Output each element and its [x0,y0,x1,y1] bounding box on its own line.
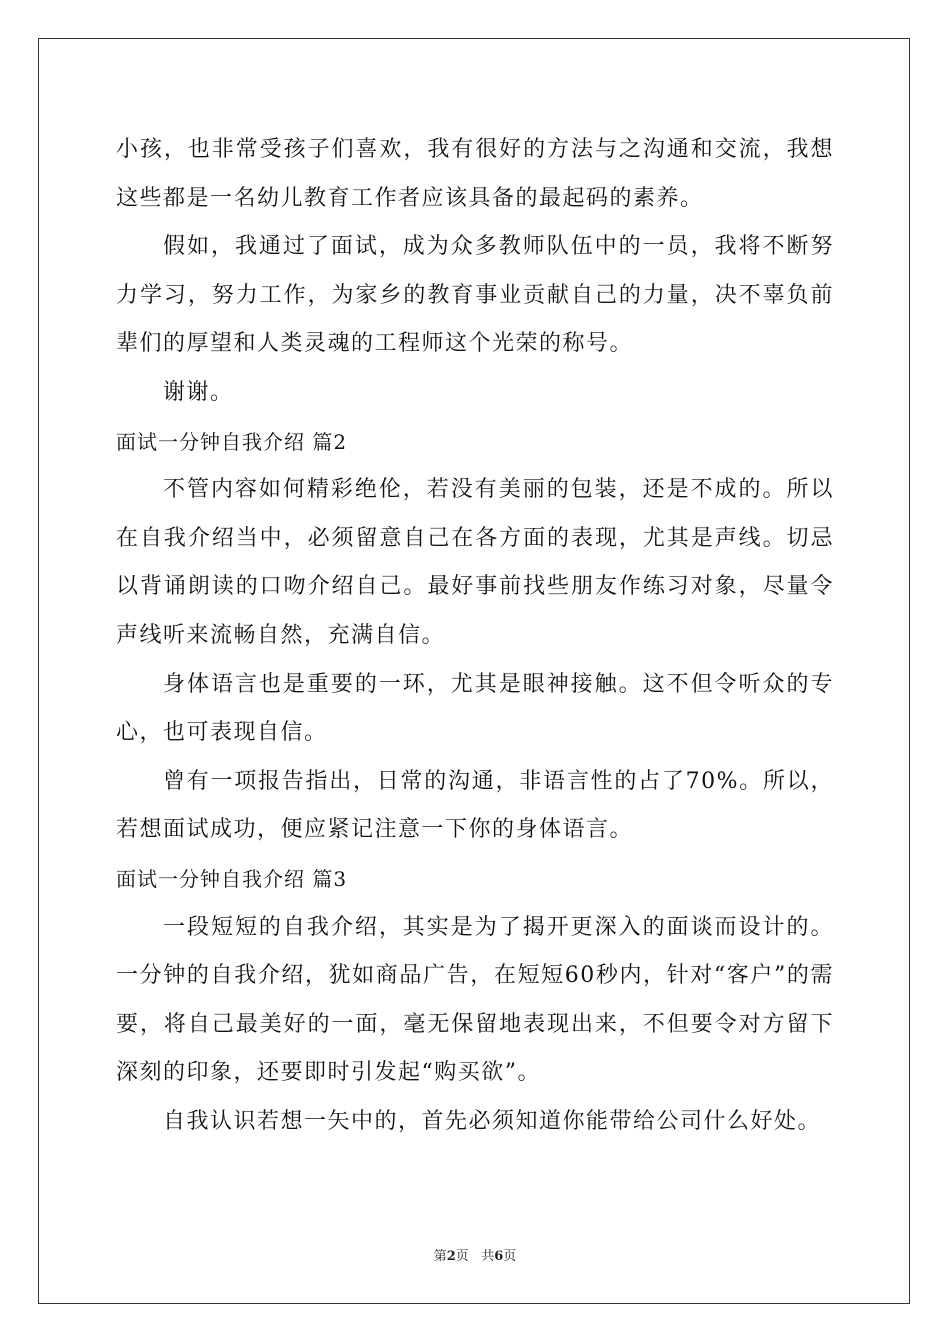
document-body [116,126,834,1146]
current-page-number: 2 [446,1249,456,1264]
total-page-number: 6 [494,1249,504,1264]
paragraph-4: 身体语言也是重要的一环，尤其是眼神接触。这不但令听众的专心，也可表现自信。 [116,671,834,746]
paragraph-7: 自我认识若想一矢中的，首先必须知道你能带给公司什么好处。 [163,1108,822,1134]
paragraph-6: 一段短短的自我介绍，其实是为了揭开更深入的面谈而设计的。一分钟的自我介绍，犹如商品广告，在短短60秒内，针对“客户”的需要，将自己最美好的一面，毫无保留地表现出来，不但要令对方留下深刻的印象，还要即时引发起“购买欲”。 [116,914,834,1086]
footer-total-prefix: 共 [481,1249,495,1264]
footer-page-suffix: 页 [455,1249,469,1264]
paragraph-2: 假如，我通过了面试，成为众多教师队伍中的一员，我将不断努力学习，努力工作，为家乡的教育事业贡献自己的力量，决不辜负前辈们的厚望和人类灵魂的工程师这个光荣的称号。 [116,234,834,357]
section-heading-2: 面试一分钟自我介绍 篇2 [116,429,348,454]
paragraph-thanks: 谢谢。 [163,379,234,405]
page-footer [0,1245,950,1264]
footer-prefix: 第 [433,1249,447,1264]
footer-total-suffix: 页 [503,1249,517,1264]
paragraph-1: 小孩，也非常受孩子们喜欢，我有很好的方法与之沟通和交流，我想这些都是一名幼儿教育工作者应该具备的最起码的素养。 [116,137,834,211]
paragraph-3: 不管内容如何精彩绝伦，若没有美丽的包装，还是不成的。所以在自我介绍当中，必须留意自己在各方面的表现，尤其是声线。切忌以背诵朗读的口吻介绍自己。最好事前找些朋友作练习对象，尽量令声线听来流畅自然，充满自信。 [116,477,834,648]
section-heading-3: 面试一分钟自我介绍 篇3 [116,866,348,891]
paragraph-5: 曾有一项报告指出，日常的沟通，非语言性的占了70%。所以，若想面试成功，便应紧记注意一下你的身体语言。 [116,768,834,843]
